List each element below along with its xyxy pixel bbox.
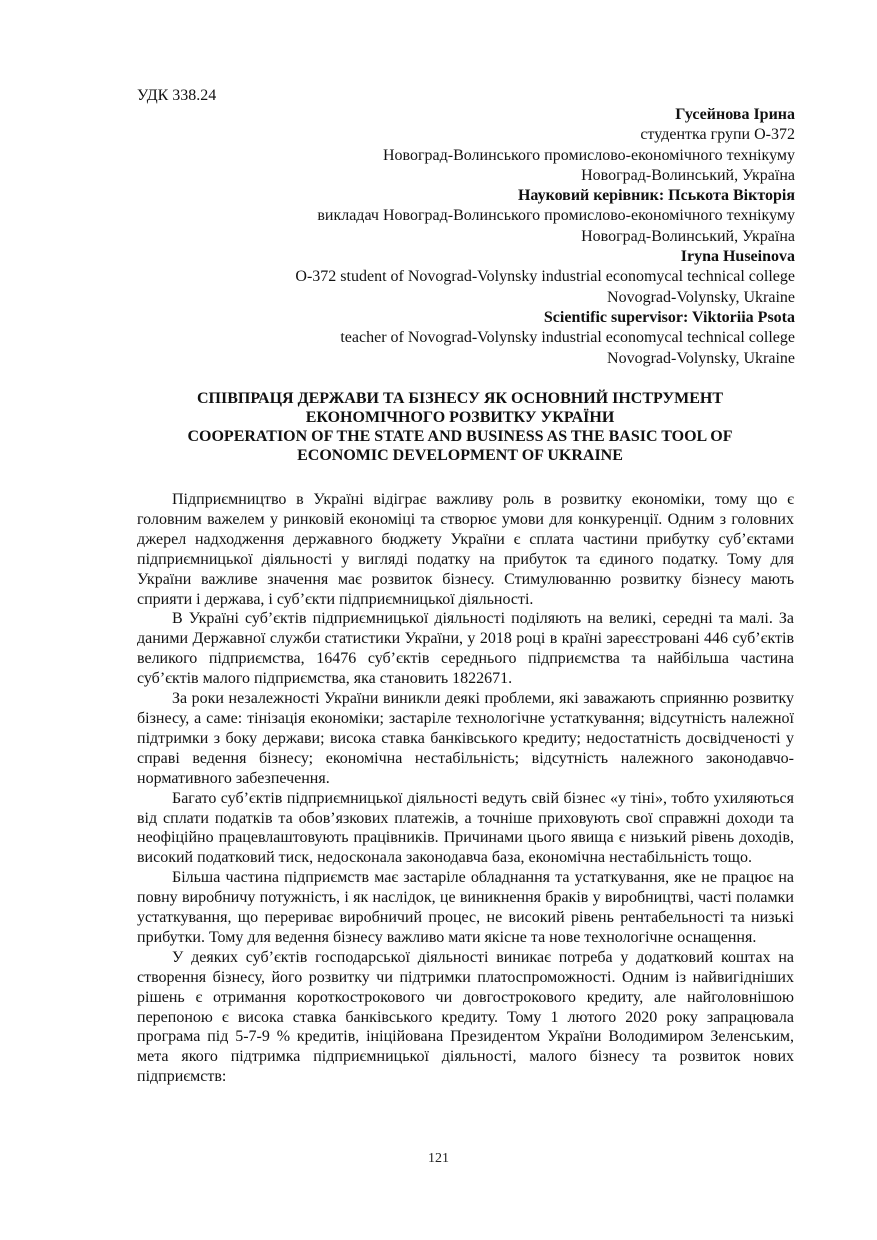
author-line: Scientific supervisor: Viktoriia Psota — [543, 308, 795, 326]
title-line: СПІВПРАЦЯ ДЕРЖАВИ ТА БІЗНЕСУ ЯК ОСНОВНИЙ ІНСТРУМЕНТ — [196, 390, 724, 407]
paragraph: В Україні суб’єктів підприємницької діяльності поділяють на великі, середні та малі. За даними Державної служби статистики України, у 2018 році в країні зареєстровані 446 суб’єктів великого підприємства, 16476 суб’єктів середнього підприємства та найбільша частина суб’єктів малого підприємства, яка становить 1822671. — [137, 610, 794, 688]
body-text — [137, 490, 794, 1087]
author-line: Iryna Huseinova — [680, 248, 795, 266]
author-line: Новоград-Волинський, Україна — [581, 227, 795, 245]
author-line: Новоград-Волинського промислово-економічного технікуму — [382, 146, 795, 164]
author-line: Новоград-Волинський, Україна — [581, 166, 795, 184]
author-line: Гусейнова Ірина — [675, 106, 795, 123]
author-line: O-372 student of Novograd-Volynsky industrial economycal technical college — [295, 268, 795, 286]
page-number: 121 — [428, 1151, 449, 1166]
title-line: COOPERATION OF THE STATE AND BUSINESS AS THE BASIC TOOL OF — [187, 428, 733, 445]
author-line: Novograd-Volynsky, Ukraine — [607, 288, 795, 306]
paragraph: За роки незалежності України виникли деякі проблеми, які заважають сприянню розвитку бізнесу, а саме: тінізація економіки; застаріле технологічне устаткування; відсутність належної підтримки з боку держави; висока ставка банківського кредиту; недостатність досвідченості у справі ведення бізнесу; економічна нестабільність; відсутність належного законодавчо-нормативного забезпечення. — [137, 690, 794, 787]
author-line: Novograd-Volynsky, Ukraine — [607, 349, 795, 367]
paper-title — [110, 389, 810, 465]
title-line: ECONOMIC DEVELOPMENT OF UKRAINE — [297, 447, 623, 464]
author-line: Науковий керівник: Пськота Вікторія — [517, 187, 795, 205]
paragraph: У деяких суб’єктів господарської діяльності виникає потреба у додатковий коштах на створення бізнесу, його розвитку чи підтримки платоспроможності. Одним із найвигідніших рішень є отримання короткострокового чи довгострокового кредиту, але найголовнішою перепоною є висока ставка банківського кредиту. Тому 1 лютого 2020 року запрацювала програма під 5-7-9 % кредитів, ініційована Президентом України Володимиром Зеленським, мета якого підтримка підприємницької діяльності, малого бізнесу та розвиток нових підприємств: — [137, 948, 794, 1086]
paragraph: Більша частина підприємств має застаріле обладнання та устаткування, яке не працює на повну виробничу потужність, і як наслідок, це виникнення браків у виробництві, часті поламки устаткування, що перериває виробничий процес, не високий рівень рентабельності та низькі прибутки. Тому для ведення бізнесу важливо мати якісне та нове технологічне оснащення. — [137, 869, 794, 946]
paragraph: Багато суб’єктів підприємницької діяльності ведуть свій бізнес «у тіні», тобто ухиляються від сплати податків та обов’язкових платежів, а точніше приховують свої справжні доходи та неофіційно працевлаштовують працівників. Причинами цього явища є низький рівень доходів, високий податковий тиск, недосконала законодавча база, економічна нестабільність тощо. — [137, 789, 794, 867]
udc-code: УДК 338.24 — [137, 87, 217, 104]
paragraph: Підприємництво в Україні відіграє важливу роль в розвитку економіки, тому що є головним важелем у ринковій економіці та створює умови для конкуренції. Одним з головних джерел надходження державного бюджету України є сплата частини прибутку суб’єктами підприємницької діяльності у вигляді податку на прибуток та єдиного податку. Тому для України важливе значення має розвиток бізнесу. Стимулюванню розвитку бізнесу мають сприяти і держава, і суб’єкти підприємницької діяльності. — [137, 491, 794, 608]
title-line: ЕКОНОМІЧНОГО РОЗВИТКУ УКРАЇНИ — [305, 409, 615, 426]
author-line: студентка групи О-372 — [640, 126, 795, 144]
author-block — [155, 105, 795, 369]
author-line: викладач Новоград-Волинського промислово-економічного технікуму — [317, 207, 795, 225]
author-line: teacher of Novograd-Volynsky industrial economycal technical college — [340, 329, 795, 347]
